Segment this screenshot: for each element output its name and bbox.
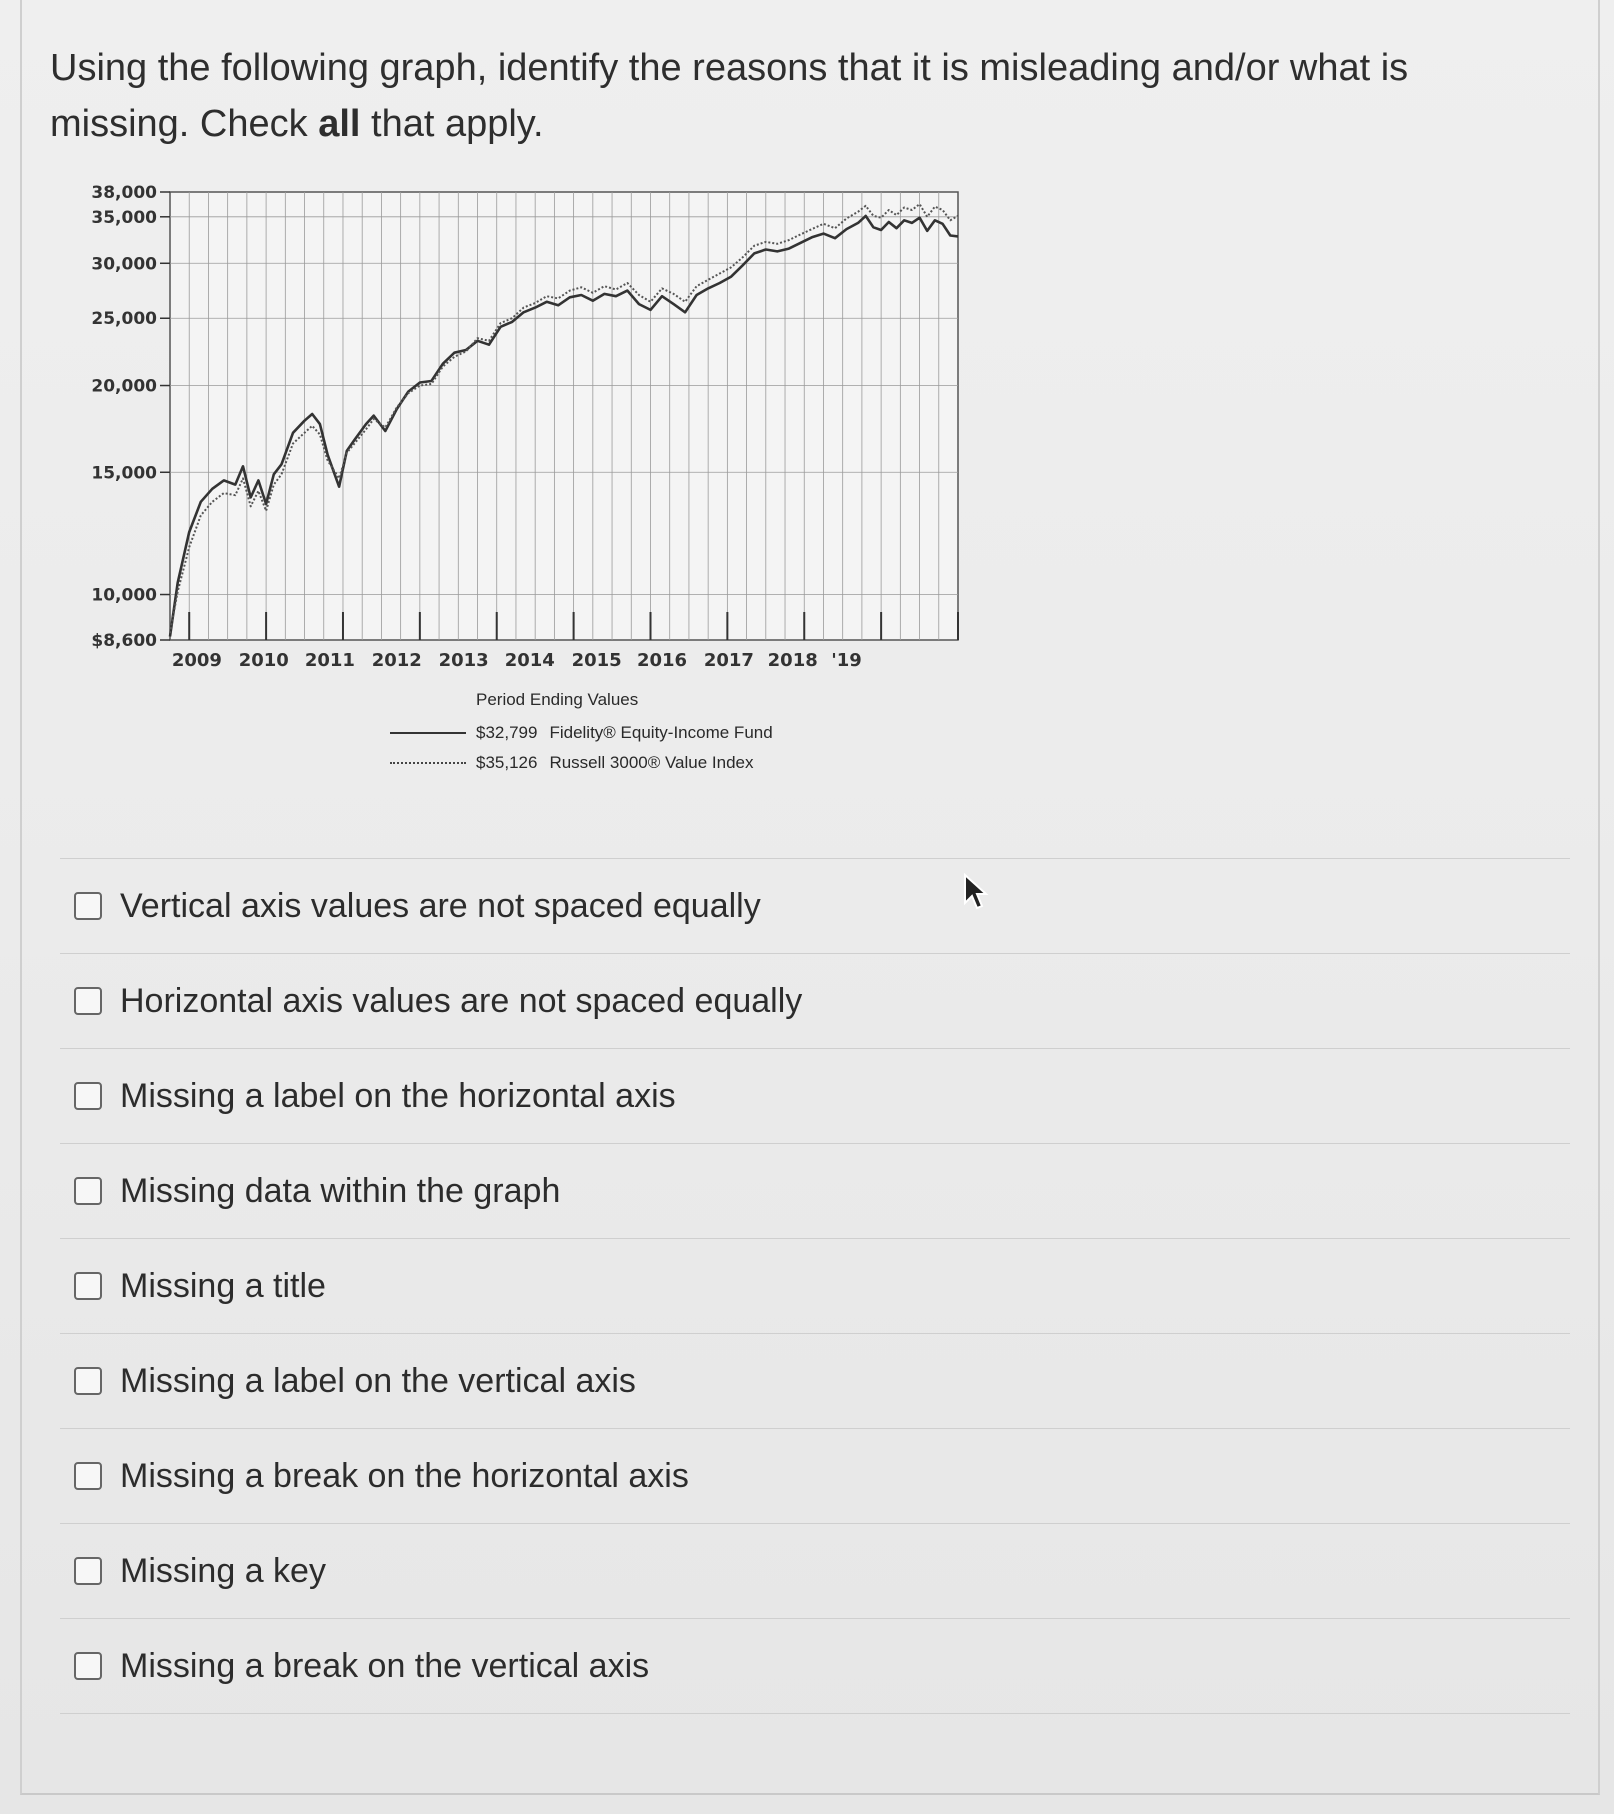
option-label[interactable]: Missing a label on the horizontal axis: [120, 1076, 676, 1115]
answer-options: [60, 858, 1570, 1714]
option-row[interactable]: [60, 953, 1570, 1048]
y-tick-label: 35,000: [91, 207, 157, 228]
option-row[interactable]: [60, 1523, 1570, 1618]
option-label[interactable]: Missing a break on the horizontal axis: [120, 1456, 689, 1495]
legend-solid-line: [390, 732, 466, 734]
legend-value: $35,126: [476, 753, 538, 772]
y-tick-label: $8,600: [91, 631, 157, 651]
option-row[interactable]: [60, 858, 1570, 953]
x-tick-label: 2016: [636, 650, 688, 671]
option-row[interactable]: [60, 1428, 1570, 1523]
mouse-pointer-icon: [963, 873, 989, 913]
option-label[interactable]: Vertical axis values are not spaced equally: [120, 886, 761, 925]
legend-series-name: Russell 3000® Value Index: [549, 753, 754, 772]
option-row[interactable]: [60, 1333, 1570, 1428]
legend-value: $32,799: [476, 723, 538, 742]
option-label[interactable]: Missing a key: [120, 1551, 326, 1590]
legend-entry-index: [390, 748, 950, 778]
legend-dotted-line: [390, 762, 466, 764]
option-label[interactable]: Missing a label on the vertical axis: [120, 1361, 636, 1400]
x-tick-label: 2011: [304, 650, 355, 671]
checkbox[interactable]: [74, 987, 102, 1015]
x-tick-label: 2018: [767, 650, 818, 671]
y-tick-label: 15,000: [91, 463, 157, 484]
chart-legend: [390, 690, 950, 778]
y-tick-label: 10,000: [91, 585, 157, 606]
x-tick-label: 2009: [171, 650, 222, 671]
legend-series-name: Fidelity® Equity-Income Fund: [549, 723, 773, 742]
option-row[interactable]: [60, 1238, 1570, 1333]
question-text-suffix: that apply.: [360, 103, 544, 145]
chart: [60, 180, 1000, 790]
x-tick-label: 2010: [238, 650, 289, 671]
y-tick-label: 20,000: [91, 376, 157, 397]
checkbox[interactable]: [74, 1652, 102, 1680]
checkbox[interactable]: [74, 1272, 102, 1300]
checkbox[interactable]: [74, 892, 102, 920]
checkbox[interactable]: [74, 1177, 102, 1205]
checkbox[interactable]: [74, 1557, 102, 1585]
x-tick-label: 2014: [504, 650, 555, 671]
option-label[interactable]: Missing a title: [120, 1266, 326, 1305]
option-row[interactable]: [60, 1143, 1570, 1238]
checkbox[interactable]: [74, 1082, 102, 1110]
y-tick-label: 38,000: [91, 183, 157, 203]
option-row[interactable]: [60, 1618, 1570, 1714]
option-row[interactable]: [60, 1048, 1570, 1143]
question-text-prefix: Using the following graph, identify the reasons that it is misleading and/or what is missing. Check: [50, 47, 1409, 145]
y-tick-label: 30,000: [91, 254, 157, 275]
question-prompt: [50, 40, 1550, 152]
checkbox[interactable]: [74, 1367, 102, 1395]
x-tick-label: 2017: [703, 650, 754, 671]
option-label[interactable]: Missing data within the graph: [120, 1171, 561, 1210]
y-tick-label: 25,000: [91, 309, 157, 330]
option-label[interactable]: Horizontal axis values are not spaced equally: [120, 981, 803, 1020]
plot-area: [170, 192, 958, 640]
x-tick-label: 2012: [371, 650, 422, 671]
x-tick-label: '19: [831, 650, 862, 671]
x-tick-label: 2015: [571, 650, 622, 671]
x-tick-label: 2013: [438, 650, 489, 671]
legend-header: Period Ending Values: [476, 690, 639, 709]
chart-svg: [60, 180, 1000, 680]
option-label[interactable]: Missing a break on the vertical axis: [120, 1646, 650, 1685]
legend-entry-fund: [390, 718, 950, 748]
checkbox[interactable]: [74, 1462, 102, 1490]
question-text-bold: all: [318, 103, 361, 145]
